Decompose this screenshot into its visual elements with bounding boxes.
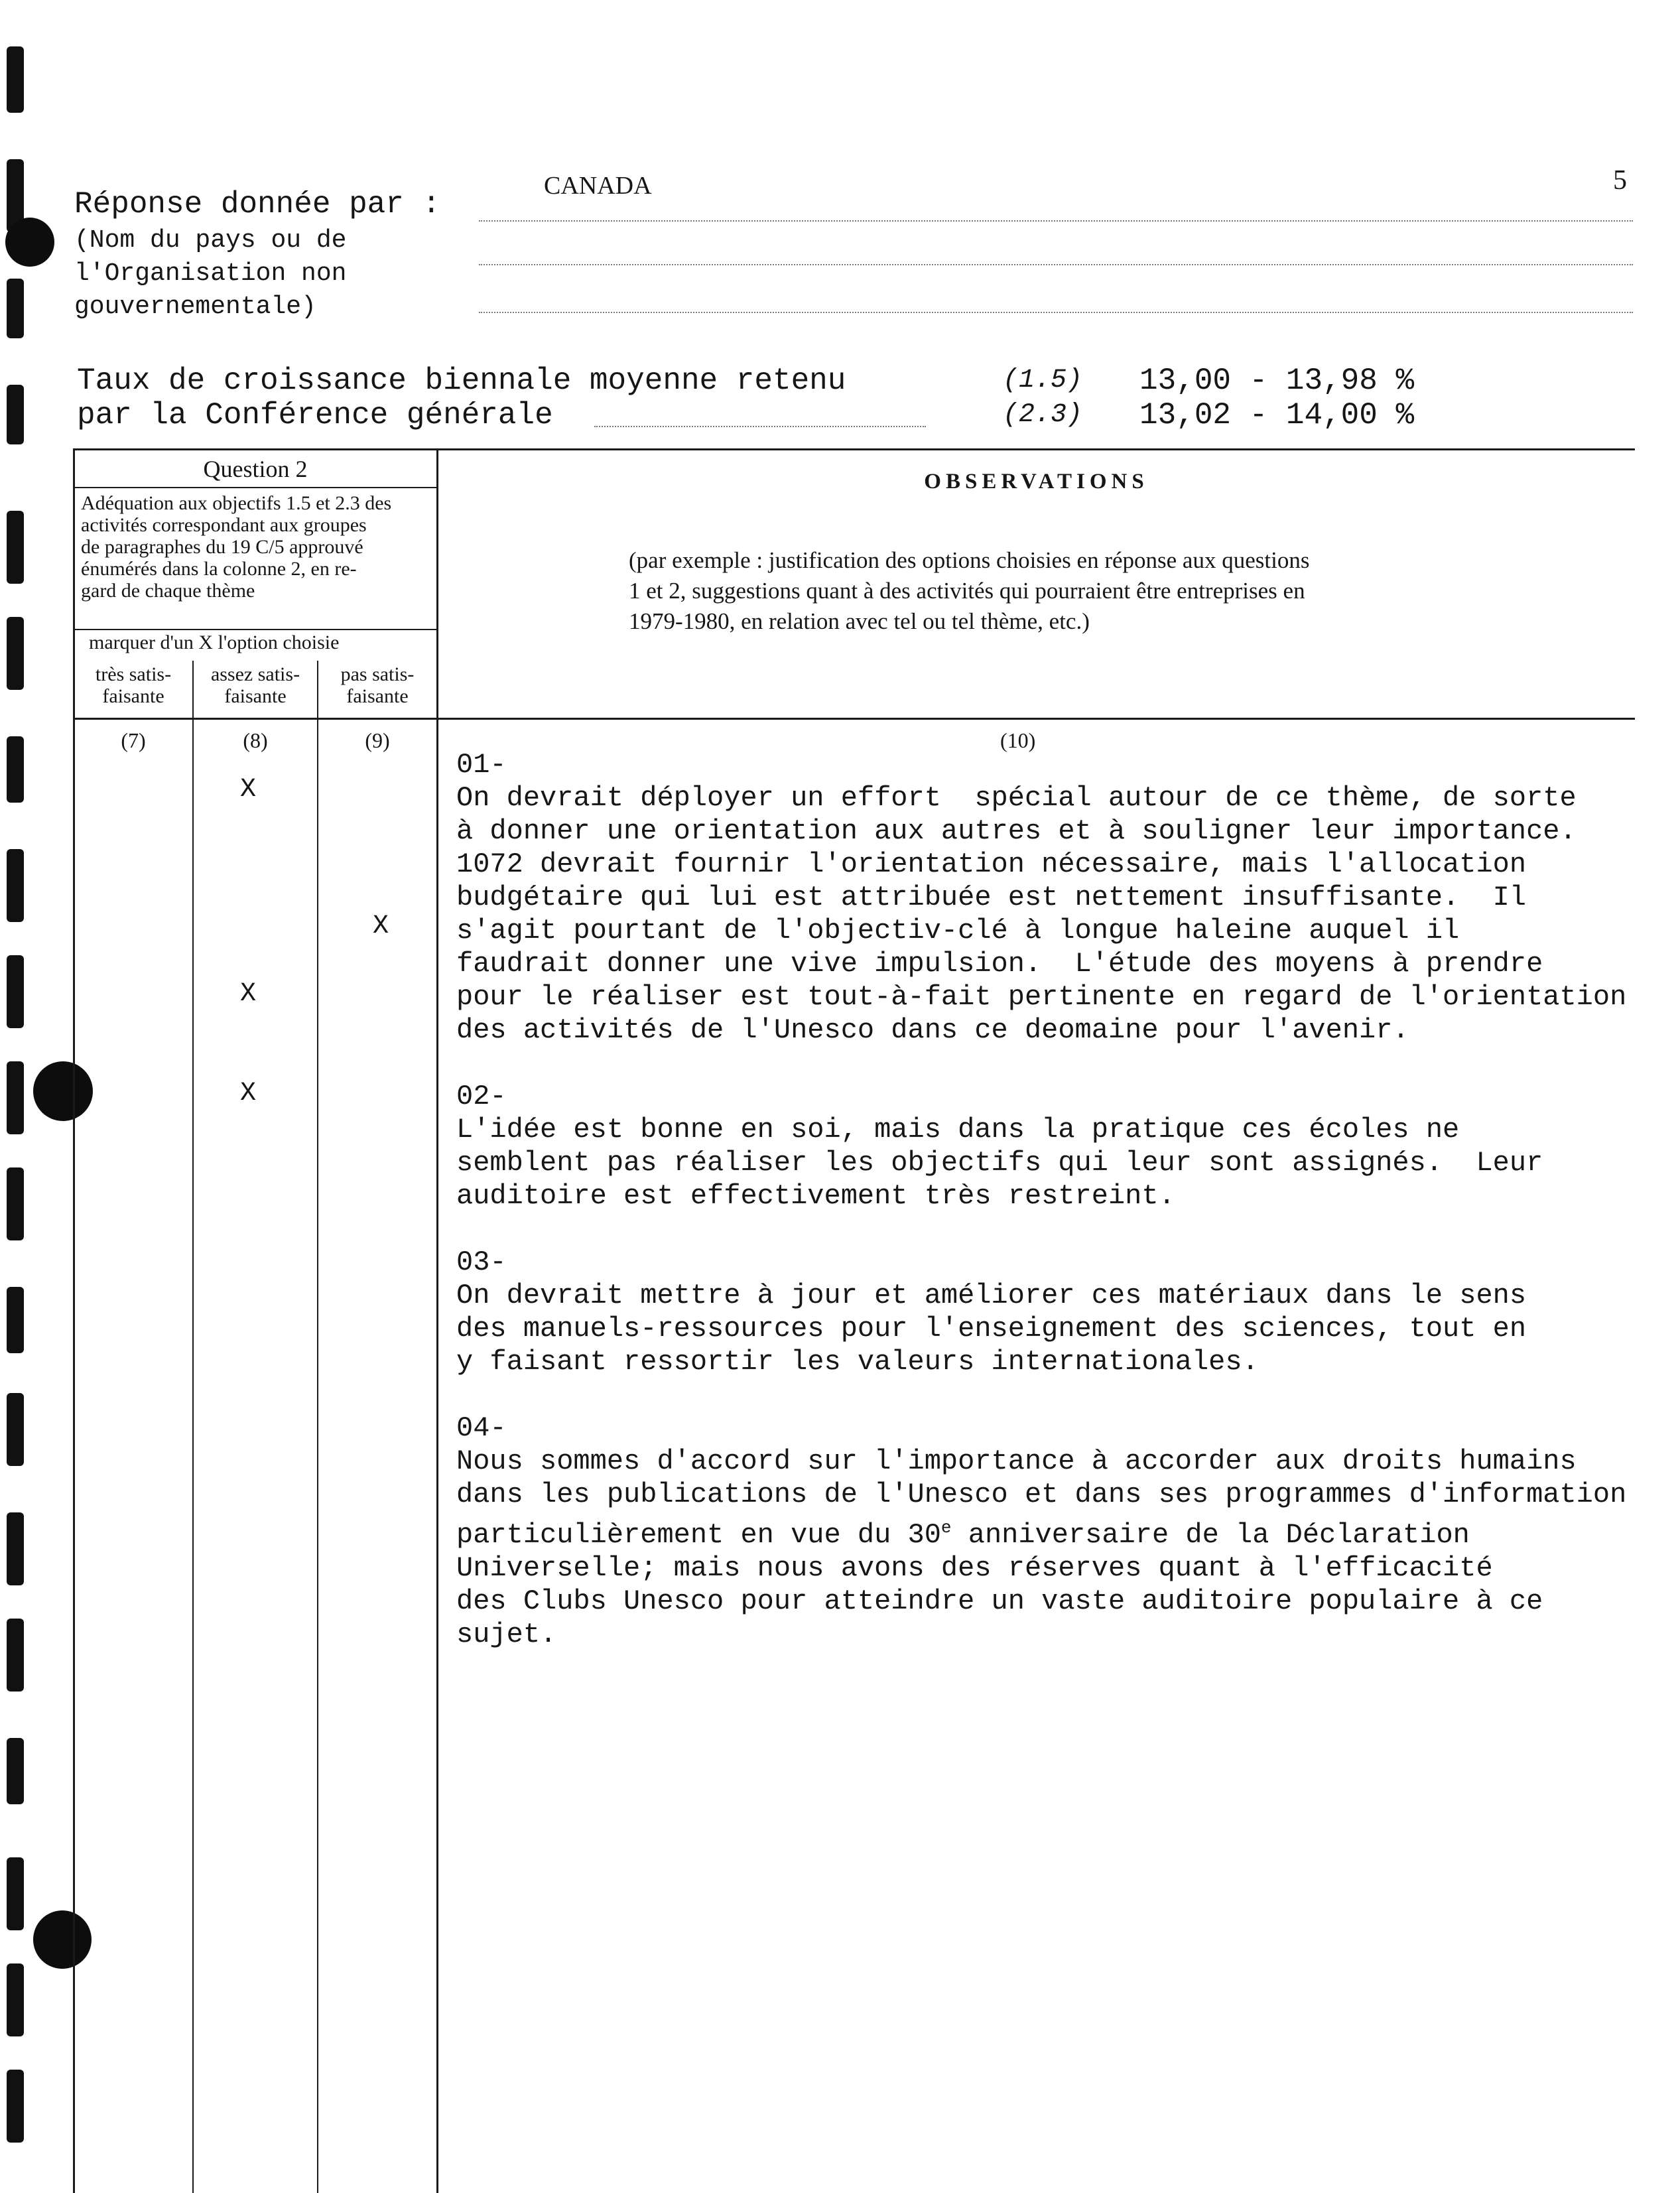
option-divider-2 [317,661,318,2193]
question-text-line: Adéquation aux objectifs 1.5 et 2.3 des [81,492,392,514]
binder-mark [7,511,24,584]
option-label-line: très satis- [95,663,172,685]
observation-line: L'idée est bonne en soi, mais dans la pratique ces écoles ne [456,1114,1460,1146]
observation-line: à donner une orientation aux autres et à souligner leur importance. [456,815,1577,847]
observation-line: Nous sommes d'accord sur l'importance à accorder aux droits humains [456,1445,1577,1477]
observation-line: dans les publications de l'Unesco et dans ses programmes d'information [456,1479,1627,1510]
respondent-dotted-line [479,312,1633,313]
x-mark: X [240,979,257,1009]
option-instruction: marquer d'un X l'option choisie [89,631,340,653]
binder-mark [7,849,24,922]
binder-mark [7,1963,24,2036]
binder-mark [7,1167,24,1240]
binder-mark [7,1857,24,1930]
binder-mark [7,955,24,1028]
observation-line: semblent pas réaliser les objectifs qui leur sont assignés. Leur [456,1147,1543,1179]
question-text-line: activités correspondant aux groupes [81,514,367,536]
observation-line: budgétaire qui lui est attribuée est nettement insuffisante. Il [456,882,1527,913]
question-title: Question 2 [203,456,308,482]
table-question-rule [436,448,438,2193]
observation-line: Universelle; mais nous avons des réserves quant à l'efficacité [456,1552,1493,1584]
binder-mark [7,1512,24,1585]
growth-rate-objective-2: (2.3) [1003,400,1083,430]
observation-line: faudrait donner une vive impulsion. L'étude des moyens à prendre [456,948,1543,980]
question-text-line: de paragraphes du 19 C/5 approuvé [81,536,363,558]
observation-code: 01- [456,749,507,781]
observation-line: y faisant ressortir les valeurs internationales. [456,1346,1259,1378]
question-title-rule [73,487,438,488]
observation-line [456,1511,1626,1552]
observation-line: On devrait déployer un effort spécial autour de ce thème, de sorte [456,782,1577,814]
observation-line: des activités de l'Unesco dans ce deomaine pour l'avenir. [456,1014,1409,1046]
question-text-line: énumérés dans la colonne 2, en re- [81,558,357,580]
growth-rate-label-2: par la Conférence générale [77,398,553,432]
observations-title: OBSERVATIONS [924,470,1149,494]
option-not-satisfactory [318,663,436,707]
observation-line-part: particulièrement en vue du 30 [456,1519,941,1551]
observation-line: des manuels-ressources pour l'enseignement des sciences, tout en [456,1313,1527,1345]
punch-hole [5,218,54,267]
respondent-sublabel-2: l'Organisation non [74,259,347,288]
respondent-sublabel-3: gouvernementale) [74,293,316,321]
observation-line: sujet. [456,1619,557,1650]
growth-rate-range-2: 13,02 - 14,00 % [1139,398,1415,432]
binder-mark [7,736,24,803]
column-number-7: (7) [121,728,146,752]
observation-01 [456,748,1626,1047]
option-label-line: faisante [346,685,409,707]
column-number-10: (10) [1000,728,1036,752]
x-mark: X [373,911,389,941]
binder-mark [7,617,24,690]
x-mark: X [240,775,257,805]
observation-03 [456,1246,1526,1378]
punch-hole [33,1061,93,1121]
option-divider-1 [192,661,194,2193]
observation-line-part: anniversaire de la Déclaration [951,1519,1470,1551]
x-mark: X [240,1079,257,1108]
binder-mark [7,385,24,444]
binder-mark [7,1287,24,1353]
column-number-8: (8) [243,728,268,752]
binder-mark [7,46,24,113]
observation-code: 04- [456,1412,507,1444]
growth-rate-label-1: Taux de croissance biennale moyenne retenu [77,364,846,398]
binder-mark [7,1619,24,1692]
table-header-rule [73,718,1635,720]
observation-line: pour le réaliser est tout-à-fait pertinente en regard de l'orientation [456,981,1627,1013]
respondent-sublabel-1: (Nom du pays ou de [74,226,347,255]
option-label-line: faisante [102,685,164,707]
observation-line: auditoire est effectivement très restreint. [456,1180,1175,1212]
page-number: 5 [1613,165,1627,196]
question-text-line: gard de chaque thème [81,580,255,602]
growth-rate-objective-1: (1.5) [1003,366,1083,395]
observations-note-line: (par exemple : justification des options choisies en réponse aux questions [629,547,1310,573]
option-label-line: pas satis- [340,663,415,685]
punch-hole [33,1910,92,1969]
respondent-value: CANADA [544,172,652,200]
option-label-line: assez satis- [210,663,300,685]
observation-code: 03- [456,1246,507,1278]
question-text [81,492,452,602]
table-left-rule [73,448,75,2193]
growth-rate-range-1: 13,00 - 13,98 % [1139,364,1415,398]
observations-note [629,545,1309,637]
growth-rate-dotted-line [594,426,926,427]
observation-line: On devrait mettre à jour et améliorer ces matériaux dans le sens [456,1280,1527,1311]
respondent-dotted-line [479,264,1633,265]
binder-mark [7,1061,24,1134]
observations-note-line: 1 et 2, suggestions quant à des activités qui pourraient être entreprises en [629,578,1305,604]
option-fairly-satisfactory [194,663,317,707]
observation-code: 02- [456,1081,507,1112]
observation-02 [456,1080,1543,1213]
observation-line: des Clubs Unesco pour atteindre un vaste auditoire populaire à ce [456,1585,1543,1617]
observations-note-line: 1979-1980, en relation avec tel ou tel thème, etc.) [629,608,1090,634]
observation-line: s'agit pourtant de l'objectiv-clé à longue haleine auquel il [456,915,1460,947]
respondent-dotted-line [479,220,1633,222]
column-number-9: (9) [365,728,390,752]
binder-mark [7,1393,24,1466]
option-label-line: faisante [224,685,287,707]
respondent-label: Réponse donnée par : [74,187,441,222]
binder-mark [7,2070,24,2143]
question-text-rule [73,629,438,630]
binder-mark [7,279,24,338]
binder-mark [7,1738,24,1804]
superscript-e: e [940,1518,952,1538]
option-very-satisfactory [74,663,192,707]
observation-04 [456,1412,1626,1651]
table-top-rule [73,448,1635,450]
observation-line: 1072 devrait fournir l'orientation nécessaire, mais l'allocation [456,848,1527,880]
